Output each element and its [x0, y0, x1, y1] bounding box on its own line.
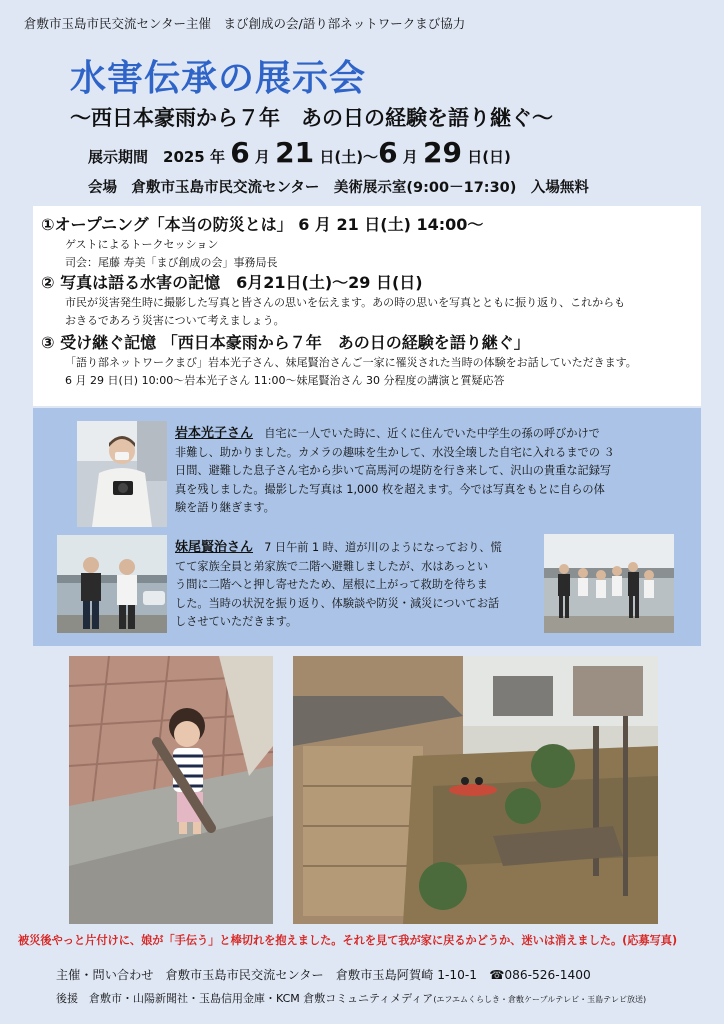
speakers-section	[33, 408, 701, 646]
program-item-3-title: ③ 受け継ぐ記憶 「西日本豪雨から７年 あの日の経験を語り継ぐ」	[41, 333, 530, 352]
photo-flooded-street	[293, 656, 658, 924]
period-start-day: 21	[275, 136, 315, 169]
program-item-1-detail: ゲストによるトークセッション	[65, 238, 219, 251]
period-month-unit: 月	[249, 148, 276, 166]
program-item-1-title: ①オープニング「本当の防災とは」 6 月 21 日(土) 14:00〜	[41, 215, 484, 234]
photo-senoo-couple	[57, 535, 167, 633]
photo-child-with-stick	[69, 656, 273, 924]
venue-info: 会場 倉敷市玉島市民交流センター 美術展示室(9:00－17:30) 入場無料	[88, 180, 589, 196]
page-subtitle: 〜西日本豪雨から７年 あの日の経験を語り継ぐ〜	[70, 106, 553, 130]
photo-iwamoto	[77, 421, 167, 527]
program-item-3-line1: 「語り部ネットワークまび」岩本光子さん、妹尾賢治さんご一家に罹災された当時の体験をお話していただきます。	[65, 356, 637, 369]
speaker-2-line1: 7 日午前 1 時、道が川のようになっており、慌	[253, 541, 502, 554]
photo-caption: 被災後やっと片付けに、娘が「手伝う」と棒切れを抱えました。それを見て我が家に戻るかどうか、迷いは消えました。(応募写真)	[18, 934, 678, 947]
period-end-day: 29	[423, 136, 462, 169]
period-label: 展示期間 2025 年	[88, 148, 225, 166]
sponsors-detail: (エフエムくらしき・倉敷ケーブルテレビ・玉島テレビ放送)	[433, 995, 647, 1004]
program-item-2-title: ② 写真は語る水害の記憶 6月21日(土)〜29 日(日)	[41, 273, 423, 292]
page-title: 水害伝承の展示会	[70, 58, 367, 99]
period-start-dow: 日(土)〜	[314, 148, 379, 166]
organizer-credit: 倉敷市玉島市民交流センター主催 まび創成の会/語り部ネットワークまび協力	[24, 16, 466, 31]
exhibition-period	[88, 136, 511, 169]
speaker-1-line4: 真を残しました。撮影した写真は 1,000 枚を超えます。今では写真をもとに自らの体	[175, 482, 605, 496]
program-item-2-line1: 市民が災害発生時に撮影した写真と皆さんの思いを伝えます。あの時の思いを写真とともに振り返り、これからも	[65, 296, 626, 309]
speaker-2-line5: しさせていただきます。	[175, 615, 298, 628]
speaker-1-line3: 日間、避難した息子さん宅から歩いて高馬河の堤防を行き来して、沢山の貴重な記録写	[175, 464, 612, 477]
speaker-2-name: 妹尾賢治さん	[175, 540, 254, 555]
speaker-1-line5: 験を語り継ぎます。	[175, 501, 275, 514]
photo-senoo-family	[544, 534, 674, 633]
speaker-1-line2: 非難し、助かりました。カメラの趣味を生かして、水没全壊した自宅に入れるまでの ３	[175, 445, 615, 459]
program-item-3-line2: 6 月 29 日(日) 10:00〜岩本光子さん 11:00〜妹尾賢治さん 30 分程度の講演と質疑応答	[65, 374, 505, 387]
contact-info: 主催・問い合わせ 倉敷市玉島市民交流センター 倉敷市玉島阿賀崎 1-10-1 ☎086-526-1400	[56, 968, 591, 982]
speaker-2-text	[175, 539, 525, 632]
program-item-2-line2: おきるであろう災害について考えましょう。	[65, 314, 285, 327]
period-start-month: 6	[230, 136, 250, 169]
period-month-unit-2: 月	[397, 148, 423, 166]
speaker-2-line4: した。当時の状況を振り返り、体験談や防災・減災についてお話	[175, 596, 500, 610]
speaker-1-text	[175, 425, 695, 518]
program-item-1-host: 司会：尾藤 寿美「まび創成の会」事務局長	[65, 256, 278, 269]
speaker-1-line1: 自宅に一人でいた時に、近くに住んでいた中学生の孫の呼びかけで	[253, 427, 600, 440]
speaker-2-line2: てて家族全員と弟家族で二階へ避難しましたが、水はあっとい	[175, 559, 489, 573]
program-box	[33, 206, 701, 406]
period-end-month: 6	[378, 136, 398, 169]
sponsors	[56, 990, 646, 1006]
sponsors-main: 後援 倉敷市・山陽新聞社・玉島信用金庫・KCM 倉敷コミュニティメディア	[56, 992, 434, 1005]
period-end-dow: 日(日)	[461, 148, 511, 166]
speaker-1-name: 岩本光子さん	[175, 426, 254, 441]
speaker-2-line3: う間に二階へと押し寄せたため、屋根に上がって救助を待ちま	[175, 578, 488, 591]
